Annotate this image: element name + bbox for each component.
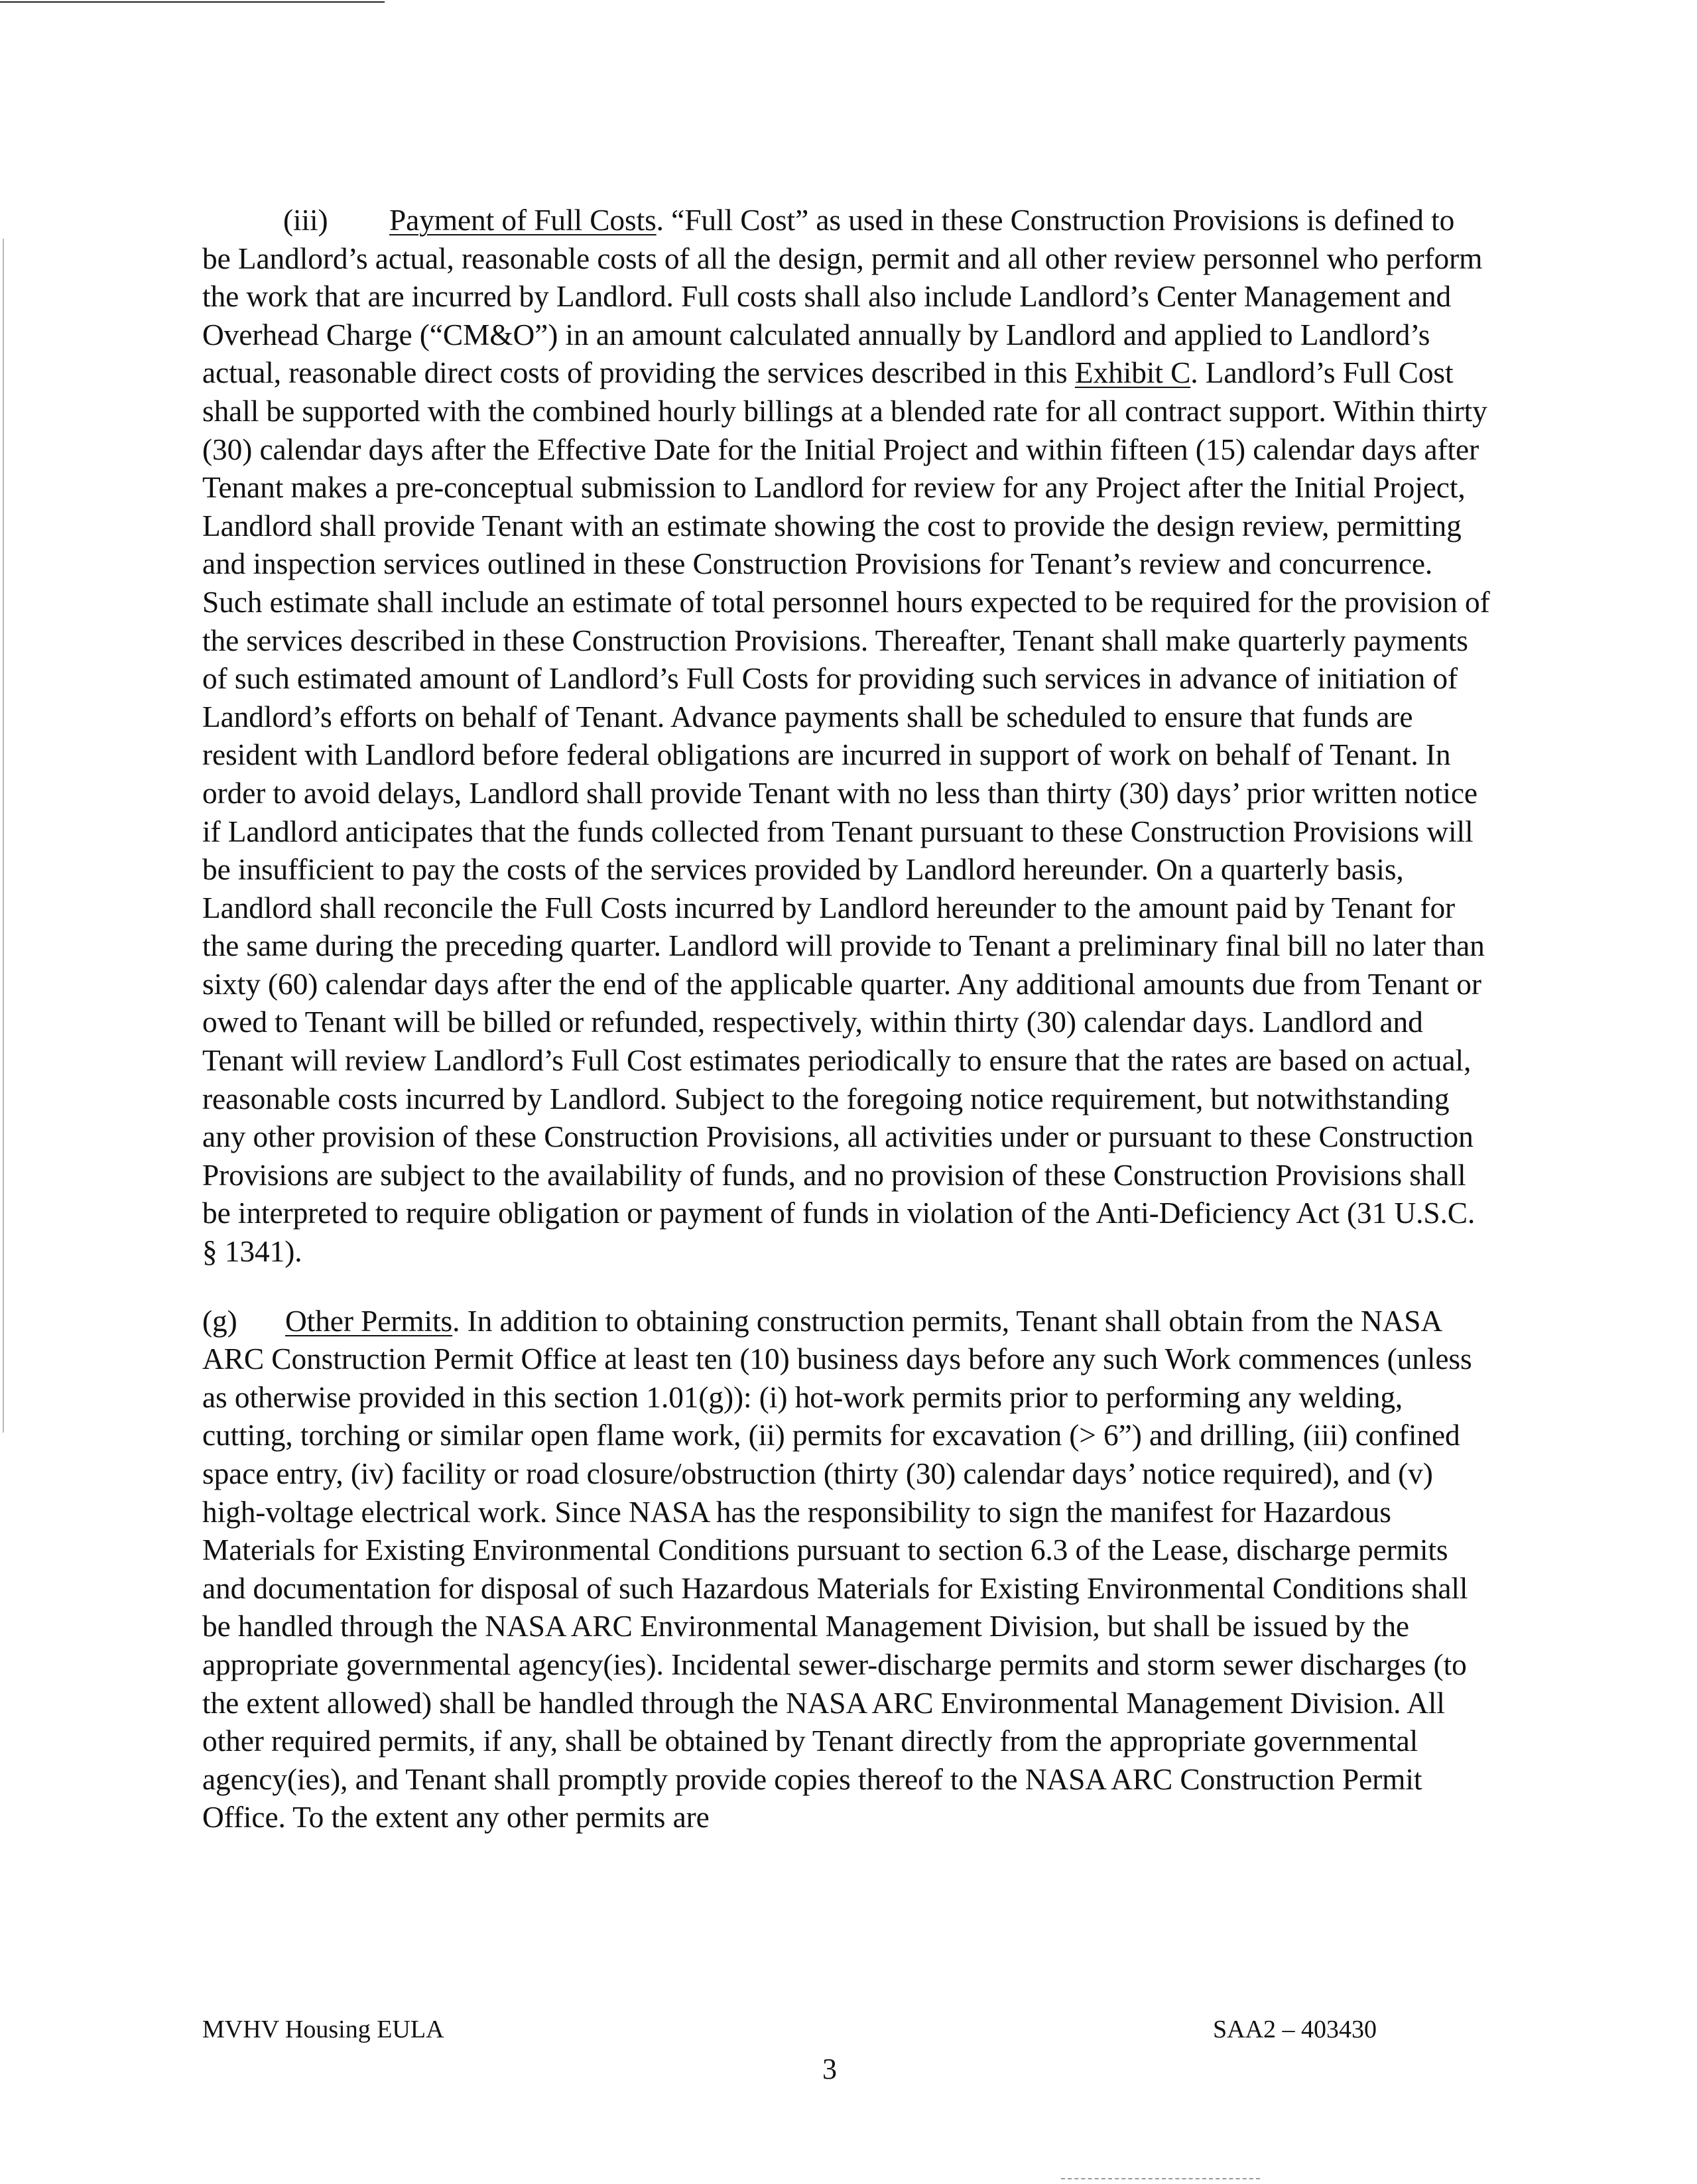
footer-agreement-number: SAA2 – 403430 — [1213, 2016, 1377, 2043]
paragraph-iii-heading: Payment of Full Costs — [389, 204, 657, 237]
paragraph-iii-text-1: . “Full Cost” as used in these Construction Provisions is defined to be Landlord’s actual, reasonable costs of all the design, permit and all other review personnel who perform the work that are incurred by Landlord. Full costs shall also include Landlord’s Center Management and Overhead Charge (“CM&O”) in an amount calculated annually by Landlord and applied to Landlord’s actual, reasonable direct costs of providing the services described in this — [202, 204, 1483, 390]
scan-artifact-top-line — [0, 1, 385, 3]
document-body — [202, 202, 1490, 1837]
paragraph-iii — [202, 202, 1490, 1271]
paragraph-g — [202, 1303, 1490, 1837]
paragraph-g-number: (g) — [202, 1304, 237, 1338]
page-number: 3 — [822, 2053, 837, 2085]
paragraph-g-heading: Other Permits — [285, 1304, 453, 1338]
exhibit-c-reference: Exhibit C — [1074, 356, 1191, 390]
paragraph-g-text: . In addition to obtaining construction permits, Tenant shall obtain from the NASA ARC Construction Permit Office at least ten (10) business days before any such Work commences (unless as otherwise provided in this section 1.01(g)): (i) hot-work permits prior to performing any welding, cutting, torching or similar open flame work, (ii) permits for excavation (> 6”) and drilling, (iii) confined space entry, (iv) facility or road closure/obstruction (thirty (30) calendar days’ notice required), and (v) high-voltage electrical work. Since NASA has the responsibility to sign the manifest for Hazardous Materials for Existing Environmental Conditions pursuant to section 6.3 of the Lease, discharge permits and documentation for disposal of such Hazardous Materials for Existing Environmental Conditions shall be handled through the NASA ARC Environmental Management Division, but shall be issued by the appropriate governmental agency(ies). Incidental sewer-discharge permits and storm sewer discharges (to the extent allowed) shall be handled through the NASA ARC Environmental Management Division. All other required permits, if any, shall be obtained by Tenant directly from the appropriate governmental agency(ies), and Tenant shall promptly provide copies thereof to the NASA ARC Construction Permit Office. To the extent any other permits are — [202, 1304, 1472, 1834]
scan-artifact-left-edge — [3, 239, 4, 1433]
footer-document-title: MVHV Housing EULA — [202, 2016, 444, 2043]
scan-artifact-bottom-dash — [1061, 2178, 1260, 2179]
paragraph-iii-number: (iii) — [283, 204, 328, 237]
paragraph-iii-text-2: . Landlord’s Full Cost shall be supported with the combined hourly billings at a blended rate for all contract support. Within thirty (30) calendar days after the Effective Date for the Initial Project and within fifteen (15) calendar days after Tenant makes a pre-conceptual submission to Landlord for review for any Project after the Initial Project, Landlord shall provide Tenant with an estimate showing the cost to provide the design review, permitting and inspection services outlined in these Construction Provisions for Tenant’s review and concurrence. Such estimate shall include an estimate of total personnel hours expected to be required for the provision of the services described in these Construction Provisions. Thereafter, Tenant shall make quarterly payments of such estimated amount of Landlord’s Full Costs for providing such services in advance of initiation of Landlord’s efforts on behalf of Tenant. Advance payments shall be scheduled to ensure that funds are resident with Landlord before federal obligations are incurred in support of work on behalf of Tenant. In order to avoid delays, Landlord shall provide Tenant with no less than thirty (30) days’ prior written notice if Landlord anticipates that the funds collected from Tenant pursuant to these Construction Provisions will be insufficient to pay the costs of the services provided by Landlord hereunder. On a quarterly basis, Landlord shall reconcile the Full Costs incurred by Landlord hereunder to the amount paid by Tenant for the same during the preceding quarter. Landlord will provide to Tenant a preliminary final bill no later than sixty (60) calendar days after the end of the applicable quarter. Any additional amounts due from Tenant or owed to Tenant will be billed or refunded, respectively, within thirty (30) calendar days. Landlord and Tenant will review Landlord’s Full Cost estimates periodically to ensure that the rates are based on actual, reasonable costs incurred by Landlord. Subject to the foregoing notice requirement, but notwithstanding any other provision of these Construction Provisions, all activities under or pursuant to these Construction Provisions are subject to the availability of funds, and no provision of these Construction Provisions shall be interpreted to require obligation or payment of funds in violation of the Anti-Deficiency Act (31 U.S.C. § 1341). — [202, 356, 1490, 1269]
